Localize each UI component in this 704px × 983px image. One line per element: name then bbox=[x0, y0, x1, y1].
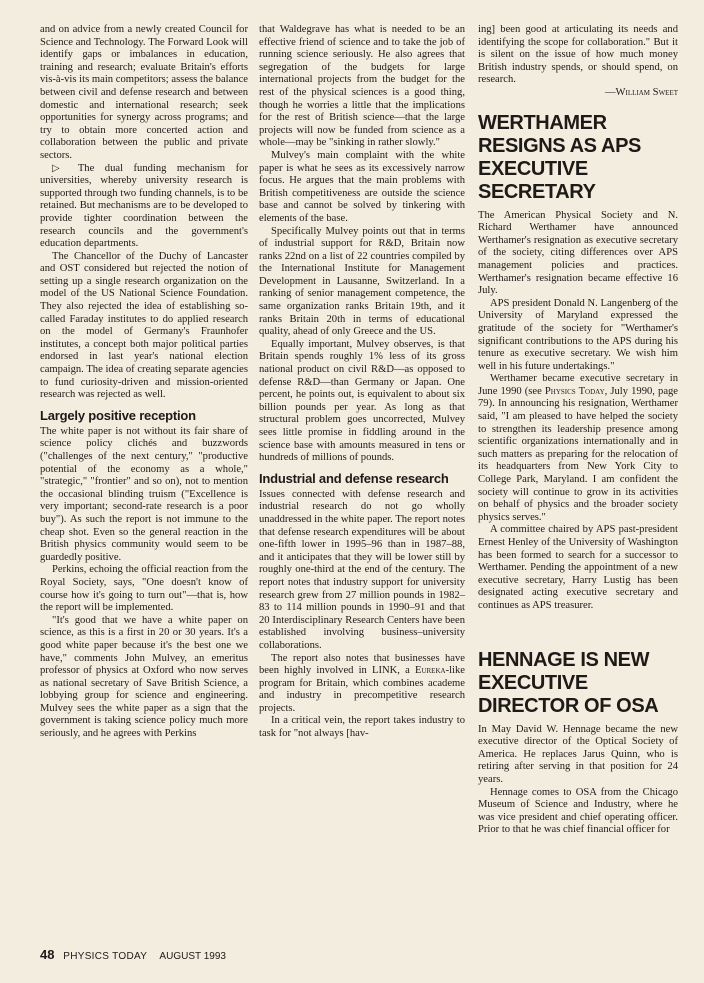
paragraph: The white paper is not without its fair share of science policy clichés and buzzwords ("challenges of the next century," "productive potential of the economy as a whole," "strategic," "frontier" and so on), not to mention the occasional blinding truism ("Excellence is very important; second-rate research is a poor buy"). As such the report is not immune to the cheap shot. Even so the general reaction in the British physics community would seem to be guardedly positive. bbox=[40, 425, 248, 563]
paragraph: APS president Donald N. Langenberg of the University of Maryland expressed the gratitude of the society for "Werthamer's significant contributions to the APS during his tenure as executive secretary. We wish him well in his future undertakings." bbox=[478, 297, 678, 372]
paragraph: The Chancellor of the Duchy of Lancaster and OST considered but rejected the notion of setting up a single research organization on the model of the US National Science Foundation. They also rejected the idea of establishing so-called Faraday institutes to do applied research on the model of Germany's Fraunhofer institutes, a concept both major political parties endorsed in last year's national election campaign. The idea of creating separate agencies to fund curiosity-driven and mission-oriented research was rejected as well. bbox=[40, 250, 248, 401]
paragraph: and on advice from a newly created Council for Science and Technology. The Forward Look will identify gaps or imbalances in education, training and research; evaluate Britain's efforts vis-à-vis its main competitors; assess the balance between civil and defense research and between domestic and international research; seek opportunities for synergy across programs; and try to obtain more concerted action and collaboration between the public and private sectors. bbox=[40, 24, 248, 161]
page-number: 48 bbox=[40, 947, 55, 962]
paragraph: that Waldegrave has what is needed to be an effective friend of science and to take the job of running science seriously. He also agrees that segregation of the budgets for large international projects from the budget for the rest of the physical sciences is a good thing, though he worries a little that the implications for the rest of British science—that the large projects will now be funded from science as a whole—may be "sinking in rather slowly." bbox=[259, 24, 465, 149]
paragraph: "It's good that we have a white paper on science, as this is a first in 20 or 30 years. It's a good white paper because it's the best one we have," comments John Mulvey, an emeritus professor of physics at Oxford who now serves as national secretary of Save British Science, a lobbying group for science and engineering. Mulvey sees the white paper as a sign that the government is taking science policy much more seriously, and he agrees with Perkins bbox=[40, 614, 248, 740]
paragraph: Issues connected with defense research and industrial research do not go wholly unaddressed in the white paper. The report notes that defense research expenditures will be about one-fifth lower in 1995–96 than in 1987–88, and it anticipates that they will be lower still by roughly one-third at the end of the century. The report notes that industry support for university research grew from 27 million pounds in 1982–83 to 114 million pounds in 1990–91 and that 20 Interdisciplinary Research Centers have been established involving business–university collaborations. bbox=[259, 488, 465, 651]
article-headline: WERTHAMER RESIGNS AS APS EXECUTIVE SECRETARY bbox=[478, 111, 641, 203]
paragraph: The report also notes that businesses have been highly involved in LINK, a Eureka-like program for Britain, which combines academe and industry in precompetitive research projects. bbox=[259, 652, 465, 714]
paragraph: Mulvey's main complaint with the white paper is what he sees as its excessively narrow focus. He argues that the main problems with British competitiveness are outside the science base and cannot be solved by tinkering with elements of the base. bbox=[259, 149, 465, 224]
column-2 bbox=[259, 24, 465, 741]
column-1 bbox=[40, 24, 248, 741]
paragraph: Werthamer became executive secretary in June 1990 (see Physics Today, July 1990, page 79). In announcing his resignation, Werthamer said, "I am pleased to have helped the society to strengthen its leadership presence among scientific organizations internationally and in such matters as preparing for the relocation of its headquarters from New York City to College Park, Maryland. I am confident the society will continue to grow in its activities on behalf of physics and the broader society physics serves." bbox=[478, 373, 679, 523]
paragraph: Equally important, Mulvey observes, is that Britain spends roughly 1% less of its gross national product on civil R&D—as opposed to defense R&D—than Germany or Japan. One percent, he points out, is equivalent to about six billion pounds per year. As long as that structural problem goes uncorrected, Mulvey sees little promise in fiddling around in the science base with amounts measured in tens or hundreds of millions of pounds. bbox=[259, 338, 465, 464]
paragraph: In May David W. Hennage became the new executive director of the Optical Society of America. He replaces Jarus Quinn, who is retiring after serving in that position for 24 years. bbox=[478, 723, 678, 785]
paragraph: Specifically Mulvey points out that in terms of industrial support for R&D, Britain now ranks 22nd on a list of 22 countries compiled by the International Institute for Management Development in Lausanne, Switzerland. In a ranking of senior management competence, the same organization ranks Britain 19th, and it ranks Britain 20th in terms of educational quality, ahead of only Greece and the US. bbox=[259, 225, 465, 338]
page-footer bbox=[40, 947, 226, 962]
triangle-bullet-icon: ▷ bbox=[52, 162, 68, 174]
paragraph: A committee chaired by APS past-president Ernest Henley of the University of Washington has been formed to search for a successor to Werthamer. Pending the appointment of a new executive secretary, Harry Lustig has been designated acting executive secretary and continues as APS treasurer. bbox=[478, 524, 678, 611]
paragraph: The American Physical Society and N. Richard Werthamer have announced Werthamer's resignation as executive secretary of the society, citing differences over APS management policies and practices. Werthamer's resignation became effective 16 July. bbox=[478, 209, 678, 297]
paragraph: Hennage comes to OSA from the Chicago Museum of Science and Industry, where he was vice president and chief operating officer. Prior to that he was chief financial officer for bbox=[478, 786, 678, 836]
section-heading: Industrial and defense research bbox=[259, 470, 449, 486]
column-3 bbox=[478, 24, 678, 837]
magazine-name: PHYSICS TODAY bbox=[63, 951, 148, 962]
paragraph: ing] been good at articulating its needs and identifying the scope for collaboration." But it is silent on the issue of how much money British industry spends, or should spend, on research. bbox=[478, 24, 678, 86]
article-headline: HENNAGE IS NEW EXECUTIVE DIRECTOR OF OSA bbox=[478, 648, 659, 717]
bullet-paragraph: ▷ The dual funding mechanism for universities, whereby university research is supported through two funding channels, is to be retained. But mechanisms are to be developed to provide tighter coordination between the research councils and the government's education departments. bbox=[40, 162, 248, 250]
paragraph: Perkins, echoing the official reaction from the Royal Society, says, "One doesn't know of course how it's going to turn out"—that is, how the report will be implemented. bbox=[40, 564, 248, 614]
author-byline: —William Sweet bbox=[604, 86, 678, 98]
section-heading: Largely positive reception bbox=[40, 407, 196, 423]
paragraph: In a critical vein, the report takes industry to task for "not always [hav- bbox=[259, 715, 465, 740]
issue-date: AUGUST 1993 bbox=[159, 951, 226, 962]
